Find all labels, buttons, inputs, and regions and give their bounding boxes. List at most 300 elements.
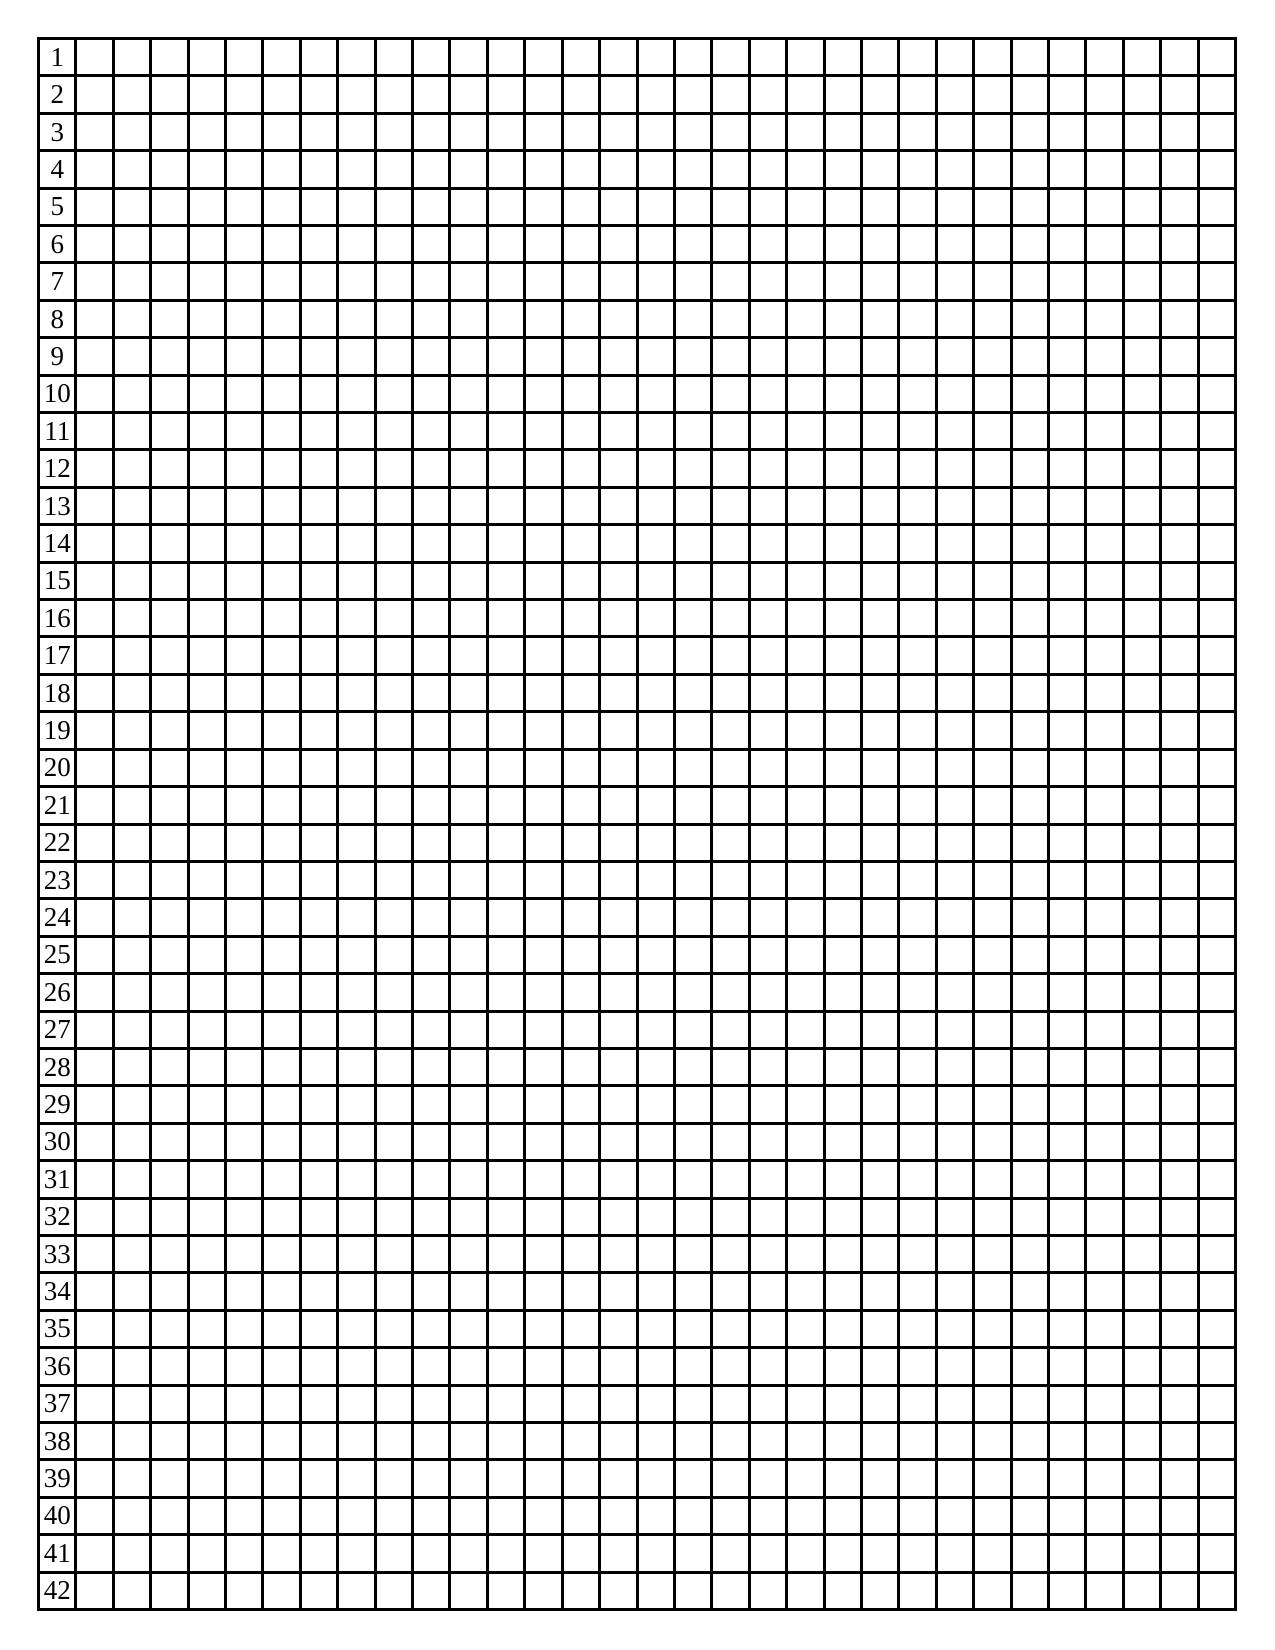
grid-cell: [526, 414, 560, 448]
grid-cell: [1125, 1312, 1159, 1346]
grid-cell: [1013, 1574, 1047, 1608]
grid-cell: [938, 676, 972, 710]
grid-cell: [564, 601, 598, 635]
grid-cell: [264, 1349, 298, 1383]
grid-cell: [601, 40, 635, 74]
grid-cell: [264, 1387, 298, 1421]
grid-cell: [713, 1050, 747, 1084]
grid-cell: [115, 264, 149, 298]
grid-cell: [1013, 77, 1047, 111]
grid-cell: [863, 77, 897, 111]
grid-cell: [975, 1349, 1009, 1383]
grid-cell: [414, 564, 448, 598]
grid-cell: [414, 900, 448, 934]
grid-cell: [264, 227, 298, 261]
grid-cell: [863, 1536, 897, 1570]
grid-cell: [227, 601, 261, 635]
grid-cell: [152, 377, 186, 411]
grid-cell: [938, 1461, 972, 1495]
grid-cell: [302, 339, 336, 373]
grid-cell: [1087, 40, 1121, 74]
grid-cell: [1050, 601, 1084, 635]
grid-cell: [1013, 1162, 1047, 1196]
grid-cell: [227, 788, 261, 822]
grid-cell: [826, 1536, 860, 1570]
row-number-label: 30: [43, 1126, 71, 1157]
grid-cell: [339, 938, 373, 972]
row-number-cell: [40, 975, 74, 1009]
grid-cell: [377, 1200, 411, 1234]
grid-cell: [377, 1125, 411, 1159]
grid-cell: [1200, 751, 1234, 785]
grid-cell: [451, 638, 485, 672]
grid-cell: [115, 339, 149, 373]
row-number-cell: [40, 1424, 74, 1458]
grid-cell: [900, 564, 934, 598]
grid-cell: [713, 1125, 747, 1159]
grid-cell: [788, 414, 822, 448]
grid-cell: [713, 1499, 747, 1533]
grid-cell: [526, 526, 560, 560]
grid-cell: [227, 751, 261, 785]
grid-cell: [900, 190, 934, 224]
grid-cell: [601, 1013, 635, 1047]
grid-cell: [788, 1050, 822, 1084]
grid-cell: [751, 115, 785, 149]
row-number-cell: [40, 302, 74, 336]
row-number-label: 13: [43, 490, 71, 521]
grid-cell: [489, 713, 523, 747]
grid-cell: [451, 526, 485, 560]
grid-cell: [863, 451, 897, 485]
grid-cell: [676, 1461, 710, 1495]
grid-cell: [339, 1536, 373, 1570]
grid-cell: [115, 1312, 149, 1346]
grid-cell: [975, 900, 1009, 934]
grid-cell: [639, 863, 673, 897]
grid-cell: [377, 1461, 411, 1495]
grid-cell: [1050, 526, 1084, 560]
grid-cell: [863, 115, 897, 149]
grid-cell: [227, 489, 261, 523]
grid-cell: [1200, 1125, 1234, 1159]
grid-cell: [938, 1499, 972, 1533]
grid-cell: [190, 1424, 224, 1458]
grid-cell: [751, 1424, 785, 1458]
grid-cell: [115, 1013, 149, 1047]
grid-cell: [1162, 713, 1196, 747]
grid-cell: [526, 1387, 560, 1421]
grid-cell: [826, 489, 860, 523]
grid-cell: [900, 264, 934, 298]
grid-cell: [1162, 1424, 1196, 1458]
grid-cell: [339, 601, 373, 635]
grid-cell: [414, 1200, 448, 1234]
grid-cell: [526, 1499, 560, 1533]
grid-cell: [264, 1312, 298, 1346]
grid-cell: [975, 377, 1009, 411]
grid-cell: [1087, 863, 1121, 897]
grid-cell: [788, 377, 822, 411]
grid-cell: [975, 1574, 1009, 1608]
grid-cell: [339, 152, 373, 186]
row-number-cell: [40, 451, 74, 485]
grid-cell: [339, 900, 373, 934]
grid-cell: [1013, 1312, 1047, 1346]
grid-cell: [264, 676, 298, 710]
grid-cell: [77, 152, 111, 186]
grid-cell: [826, 414, 860, 448]
grid-cell: [451, 377, 485, 411]
grid-cell: [414, 377, 448, 411]
row-number-label: 34: [43, 1276, 71, 1307]
grid-cell: [676, 1087, 710, 1121]
grid-cell: [601, 115, 635, 149]
grid-cell: [863, 40, 897, 74]
grid-cell: [975, 152, 1009, 186]
grid-cell: [526, 40, 560, 74]
grid-cell: [713, 339, 747, 373]
grid-cell: [713, 302, 747, 336]
row-number-cell: [40, 900, 74, 934]
grid-cell: [900, 1349, 934, 1383]
grid-cell: [938, 788, 972, 822]
grid-cell: [115, 826, 149, 860]
grid-cell: [676, 1274, 710, 1308]
grid-cell: [414, 788, 448, 822]
grid-cell: [190, 713, 224, 747]
grid-cell: [1013, 489, 1047, 523]
grid-cell: [975, 676, 1009, 710]
grid-cell: [751, 826, 785, 860]
grid-cell: [339, 414, 373, 448]
grid-cell: [564, 377, 598, 411]
grid-cell: [1050, 1536, 1084, 1570]
grid-cell: [564, 1387, 598, 1421]
grid-cell: [564, 751, 598, 785]
grid-cell: [1087, 938, 1121, 972]
grid-cell: [451, 1536, 485, 1570]
grid-cell: [1013, 975, 1047, 1009]
grid-cell: [227, 564, 261, 598]
grid-cell: [900, 601, 934, 635]
grid-cell: [264, 339, 298, 373]
grid-cell: [377, 302, 411, 336]
grid-cell: [489, 377, 523, 411]
grid-cell: [302, 826, 336, 860]
grid-cell: [601, 638, 635, 672]
grid-cell: [639, 377, 673, 411]
grid-cell: [1125, 1125, 1159, 1159]
grid-cell: [526, 115, 560, 149]
grid-cell: [526, 302, 560, 336]
grid-cell: [1050, 1050, 1084, 1084]
grid-cell: [489, 601, 523, 635]
grid-cell: [676, 601, 710, 635]
grid-cell: [639, 1274, 673, 1308]
grid-cell: [1125, 414, 1159, 448]
grid-cell: [451, 451, 485, 485]
grid-cell: [975, 863, 1009, 897]
grid-cell: [1013, 938, 1047, 972]
grid-cell: [564, 638, 598, 672]
grid-cell: [826, 1087, 860, 1121]
row-number-cell: [40, 564, 74, 598]
grid-cell: [526, 451, 560, 485]
grid-cell: [826, 115, 860, 149]
grid-cell: [489, 1274, 523, 1308]
grid-cell: [227, 414, 261, 448]
grid-cell: [339, 77, 373, 111]
grid-cell: [863, 1574, 897, 1608]
grid-cell: [414, 414, 448, 448]
row-number-cell: [40, 489, 74, 523]
grid-cell: [414, 227, 448, 261]
grid-cell: [751, 900, 785, 934]
grid-cell: [227, 339, 261, 373]
grid-cell: [788, 601, 822, 635]
grid-cell: [863, 414, 897, 448]
grid-cell: [152, 601, 186, 635]
grid-cell: [564, 1424, 598, 1458]
grid-cell: [152, 489, 186, 523]
grid-cell: [489, 751, 523, 785]
grid-cell: [863, 190, 897, 224]
grid-cell: [227, 1237, 261, 1271]
grid-cell: [900, 975, 934, 1009]
grid-cell: [1162, 1162, 1196, 1196]
grid-cell: [751, 713, 785, 747]
grid-cell: [751, 77, 785, 111]
grid-cell: [676, 1387, 710, 1421]
grid-cell: [1125, 1050, 1159, 1084]
grid-cell: [414, 77, 448, 111]
grid-cell: [377, 676, 411, 710]
grid-cell: [526, 975, 560, 1009]
grid-cell: [414, 1237, 448, 1271]
grid-cell: [489, 77, 523, 111]
grid-cell: [526, 377, 560, 411]
grid-cell: [190, 1499, 224, 1533]
grid-cell: [713, 77, 747, 111]
grid-cell: [1050, 1387, 1084, 1421]
grid-cell: [900, 1536, 934, 1570]
grid-cell: [489, 975, 523, 1009]
grid-cell: [1087, 676, 1121, 710]
row-number-cell: [40, 751, 74, 785]
grid-cell: [1050, 190, 1084, 224]
grid-cell: [377, 1237, 411, 1271]
grid-cell: [451, 601, 485, 635]
grid-cell: [1050, 863, 1084, 897]
grid-cell: [975, 1087, 1009, 1121]
grid-cell: [900, 152, 934, 186]
grid-cell: [1087, 1050, 1121, 1084]
grid-cell: [1200, 115, 1234, 149]
grid-cell: [1087, 1087, 1121, 1121]
grid-cell: [601, 1461, 635, 1495]
grid-cell: [451, 40, 485, 74]
grid-cell: [190, 77, 224, 111]
grid-cell: [264, 863, 298, 897]
grid-cell: [152, 788, 186, 822]
grid-cell: [190, 564, 224, 598]
grid-cell: [302, 601, 336, 635]
grid-cell: [451, 1200, 485, 1234]
grid-cell: [900, 526, 934, 560]
grid-cell: [1087, 264, 1121, 298]
grid-cell: [639, 1574, 673, 1608]
grid-cell: [826, 1162, 860, 1196]
grid-cell: [975, 1162, 1009, 1196]
grid-cell: [564, 1125, 598, 1159]
grid-cell: [863, 638, 897, 672]
grid-cell: [414, 1087, 448, 1121]
grid-cell: [77, 1237, 111, 1271]
grid-cell: [826, 1424, 860, 1458]
grid-cell: [900, 1574, 934, 1608]
grid-cell: [489, 1349, 523, 1383]
grid-cell: [152, 1050, 186, 1084]
grid-cell: [190, 115, 224, 149]
grid-cell: [975, 938, 1009, 972]
grid-cell: [676, 526, 710, 560]
grid-cell: [264, 1536, 298, 1570]
grid-cell: [639, 676, 673, 710]
grid-cell: [152, 1312, 186, 1346]
row-number-cell: [40, 264, 74, 298]
grid-cell: [975, 302, 1009, 336]
grid-cell: [751, 451, 785, 485]
grid-cell: [1013, 1125, 1047, 1159]
grid-cell: [1050, 489, 1084, 523]
row-number-label: 26: [43, 976, 71, 1007]
grid-cell: [489, 676, 523, 710]
grid-cell: [751, 339, 785, 373]
grid-cell: [1050, 1200, 1084, 1234]
grid-cell: [1087, 900, 1121, 934]
grid-cell: [788, 40, 822, 74]
grid-cell: [264, 264, 298, 298]
grid-cell: [676, 938, 710, 972]
grid-cell: [713, 190, 747, 224]
grid-cell: [302, 227, 336, 261]
grid-cell: [713, 1424, 747, 1458]
grid-cell: [115, 900, 149, 934]
grid-cell: [1050, 1237, 1084, 1271]
grid-cell: [1200, 264, 1234, 298]
grid-cell: [489, 264, 523, 298]
grid-cell: [489, 1387, 523, 1421]
grid-cell: [190, 1200, 224, 1234]
grid-cell: [788, 1574, 822, 1608]
grid-cell: [1013, 526, 1047, 560]
grid-cell: [264, 451, 298, 485]
grid-cell: [77, 1050, 111, 1084]
grid-cell: [190, 975, 224, 1009]
grid-cell: [1013, 638, 1047, 672]
grid-cell: [489, 339, 523, 373]
grid-cell: [264, 152, 298, 186]
grid-cell: [1013, 713, 1047, 747]
grid-cell: [264, 190, 298, 224]
grid-cell: [1050, 1461, 1084, 1495]
grid-cell: [639, 1162, 673, 1196]
grid-cell: [564, 1050, 598, 1084]
grid-cell: [526, 751, 560, 785]
grid-cell: [938, 601, 972, 635]
grid-cell: [826, 526, 860, 560]
grid-cell: [1087, 1013, 1121, 1047]
grid-cell: [713, 713, 747, 747]
row-number-cell: [40, 1312, 74, 1346]
grid-cell: [601, 377, 635, 411]
grid-cell: [1200, 1574, 1234, 1608]
grid-cell: [1125, 1087, 1159, 1121]
grid-cell: [639, 1461, 673, 1495]
grid-cell: [302, 526, 336, 560]
grid-cell: [1125, 638, 1159, 672]
grid-cell: [1125, 863, 1159, 897]
grid-cell: [900, 1200, 934, 1234]
grid-cell: [676, 564, 710, 598]
grid-cell: [601, 1312, 635, 1346]
grid-cell: [77, 451, 111, 485]
grid-cell: [302, 1162, 336, 1196]
grid-cell: [190, 1574, 224, 1608]
grid-cell: [1087, 152, 1121, 186]
grid-cell: [639, 1387, 673, 1421]
grid-cell: [788, 863, 822, 897]
grid-cell: [1013, 1237, 1047, 1271]
grid-cell: [1050, 938, 1084, 972]
grid-cell: [227, 152, 261, 186]
grid-cell: [564, 713, 598, 747]
grid-cell: [751, 1237, 785, 1271]
grid-cell: [339, 377, 373, 411]
grid-cell: [1162, 900, 1196, 934]
grid-cell: [77, 1125, 111, 1159]
grid-cell: [863, 1461, 897, 1495]
grid-cell: [1200, 1536, 1234, 1570]
grid-cell: [713, 1536, 747, 1570]
grid-cell: [1125, 377, 1159, 411]
grid-cell: [377, 1162, 411, 1196]
grid-cell: [1162, 489, 1196, 523]
grid-cell: [489, 826, 523, 860]
grid-cell: [152, 227, 186, 261]
grid-cell: [676, 1349, 710, 1383]
grid-cell: [377, 40, 411, 74]
grid-cell: [526, 863, 560, 897]
grid-cell: [938, 152, 972, 186]
grid-cell: [1162, 676, 1196, 710]
grid-cell: [639, 826, 673, 860]
grid-cell: [1125, 1162, 1159, 1196]
grid-cell: [339, 451, 373, 485]
grid-cell: [1200, 676, 1234, 710]
grid-cell: [489, 115, 523, 149]
grid-cell: [1087, 77, 1121, 111]
row-number-label: 6: [50, 228, 64, 259]
grid-cell: [152, 900, 186, 934]
grid-cell: [1050, 826, 1084, 860]
grid-cell: [227, 77, 261, 111]
grid-cell: [1125, 900, 1159, 934]
grid-cell: [227, 451, 261, 485]
row-number-label: 25: [43, 939, 71, 970]
grid-cell: [863, 302, 897, 336]
